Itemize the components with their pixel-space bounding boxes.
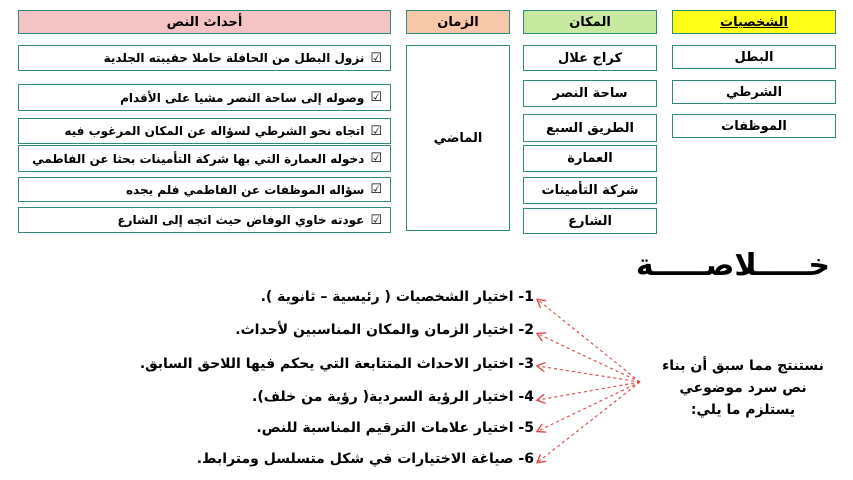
arrow-line <box>538 366 640 382</box>
place-label: ساحة النصر <box>552 86 628 101</box>
event-text: نزول البطل من الحافلة حاملا حقيبته الجلدية <box>103 51 365 65</box>
checkbox-icon: ☑ <box>370 151 382 166</box>
place-header-label: المكان <box>569 14 611 30</box>
step-item: 3- اختيار الاحداث المتتابعة التي يحكم فيها اللاحق السابق. <box>139 356 534 372</box>
arrow-line <box>538 382 640 400</box>
step-item: 1- اختيار الشخصيات ( رئيسية – ثانوية ). <box>260 289 534 305</box>
place-label: العمارة <box>567 151 613 166</box>
conclusion-line: نص سرد موضوعي <box>679 380 807 396</box>
characters-header-label: الشخصيات <box>720 14 788 30</box>
event-text: سؤاله الموظفات عن الفاطمي فلم يجده <box>125 182 365 197</box>
character-label: الموظفات <box>721 118 787 134</box>
checkbox-icon: ☑ <box>370 123 382 139</box>
checkbox-icon: ☑ <box>370 50 382 66</box>
checkbox-icon: ☑ <box>370 182 382 197</box>
time-header-label: الزمان <box>437 14 479 30</box>
place-label: الطريق السبع <box>546 120 634 136</box>
event-text: وصوله إلى ساحة النصر مشيا على الأقدام <box>120 90 365 105</box>
time-label: الماضي <box>433 130 483 146</box>
conclusion-line: نستنتج مما سبق أن بناء <box>662 358 824 374</box>
arrow-line <box>538 382 640 431</box>
events-header-label: أحداث النص <box>166 14 243 30</box>
step-item: 4- اختيار الرؤية السردية( رؤية من خلف). <box>252 389 534 405</box>
place-label: كراج علال <box>557 50 623 66</box>
arrow-line <box>538 382 640 462</box>
event-text: اتجاه نحو الشرطي لسؤاله عن المكان المرغوب فيه <box>64 124 365 138</box>
conclusion-line: يستلزم ما يلي: <box>690 402 796 418</box>
event-text: دخوله العمارة التي بها شركة التأمينات بحثا عن الفاطمي <box>32 151 365 166</box>
step-item: 2- اختيار الزمان والمكان المناسبين لأحداث. <box>235 322 534 338</box>
arrow-line <box>538 334 640 382</box>
step-item: 5- اختيار علامات الترقيم المناسبة للنص. <box>256 420 534 436</box>
checkbox-icon: ☑ <box>370 212 382 228</box>
event-text: عودته خاوي الوفاض حيث اتجه إلى الشارع <box>117 213 365 227</box>
character-label: الشرطي <box>725 84 783 100</box>
step-item: 6- صياغة الاختيارات في شكل متسلسل ومترابط. <box>196 451 534 467</box>
place-label: شركة التأمينات <box>541 183 639 198</box>
arrow-line <box>538 300 640 382</box>
place-label: الشارع <box>568 213 612 229</box>
character-label: البطل <box>734 49 774 65</box>
summary-title: خـــــلاصـــــة <box>635 248 830 283</box>
checkbox-icon: ☑ <box>370 90 382 105</box>
